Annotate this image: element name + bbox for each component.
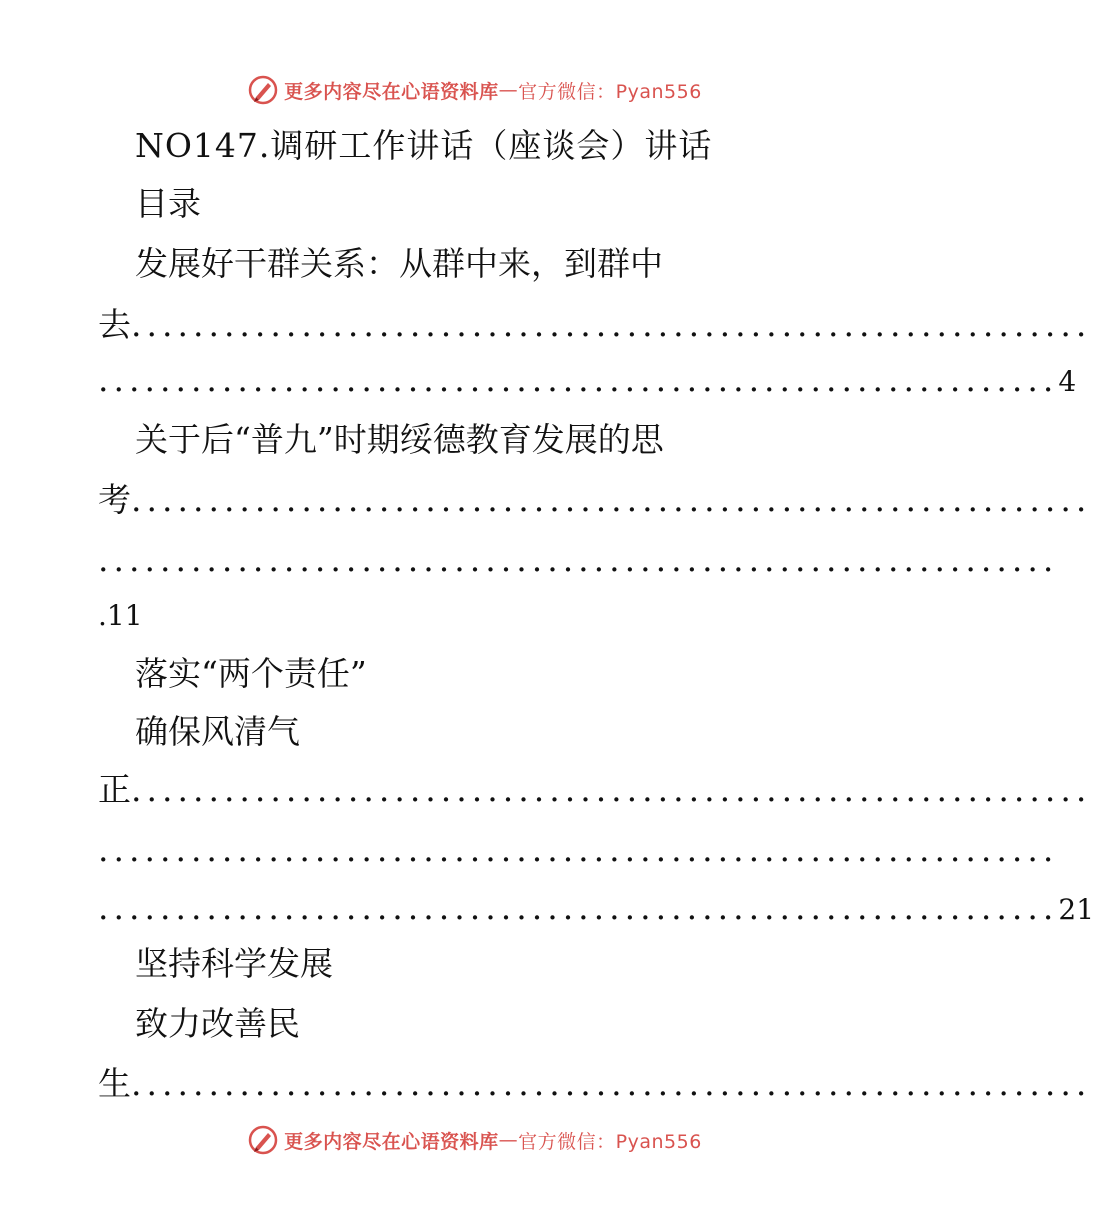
watermark-footer [0,1120,950,1160]
dot-leader: .............................................................. [131,770,1092,809]
toc-entry-2-line2-start: 考 [98,480,131,519]
pen-logo-icon [248,75,278,105]
toc-entry-3-line2-start: 正 [98,770,131,809]
document-title: NO147.调研工作讲话（座谈会）讲话 [135,126,713,165]
watermark-header [0,70,950,110]
dot-leader: .............................................................. [98,360,1059,399]
toc-entry-4-line1: 坚持科学发展 [135,944,333,983]
toc-entry-2-page-number: .11 [98,599,143,632]
dot-leader: .............................................................. [98,888,1059,927]
toc-entry-1-line2-start: 去 [98,305,131,344]
dot-leader: .............................................................. [98,830,1059,869]
toc-entry-3-page: 21 [1058,893,1094,926]
toc-entry-1-line1: 发展好干群关系：从群中来，到群中 [135,244,663,283]
toc-entry-2-line3 [98,538,1059,582]
toc-heading: 目录 [135,184,201,223]
watermark-wechat-text: 官方微信：Pyan556 [518,1130,702,1153]
dot-leader: .............................................................. [131,1064,1092,1103]
watermark-separator: — [498,79,519,101]
watermark-main-text: 更多内容尽在心语资料库 [284,80,499,103]
toc-entry-4-line1b: 致力改善民 [135,1004,300,1043]
watermark-wechat-text: 官方微信：Pyan556 [518,80,702,103]
toc-entry-3-line2 [98,768,1092,812]
toc-entry-2-line1: 关于后“普九”时期绥德教育发展的思 [135,420,664,459]
watermark-separator: — [498,1129,519,1151]
toc-entry-1-line2 [98,303,1092,347]
dot-leader: .............................................................. [131,480,1092,519]
toc-entry-2-line2 [98,478,1092,522]
toc-entry-3-line3 [98,828,1059,872]
toc-entry-3-line1b: 确保风清气 [135,712,300,751]
toc-entry-3-line4 [98,886,1094,930]
watermark-main-text: 更多内容尽在心语资料库 [284,1130,499,1153]
toc-entry-1-page: 4 [1058,365,1077,398]
toc-entry-4-line2 [98,1062,1092,1106]
dot-leader: .............................................................. [98,540,1059,579]
toc-entry-2-page [98,592,143,636]
toc-entry-3-line1: 落实“两个责任” [135,654,367,693]
pen-logo-icon [248,1125,278,1155]
toc-entry-1-line3 [98,358,1077,402]
toc-entry-4-line2-start: 生 [98,1064,131,1103]
dot-leader: .............................................................. [131,305,1092,344]
